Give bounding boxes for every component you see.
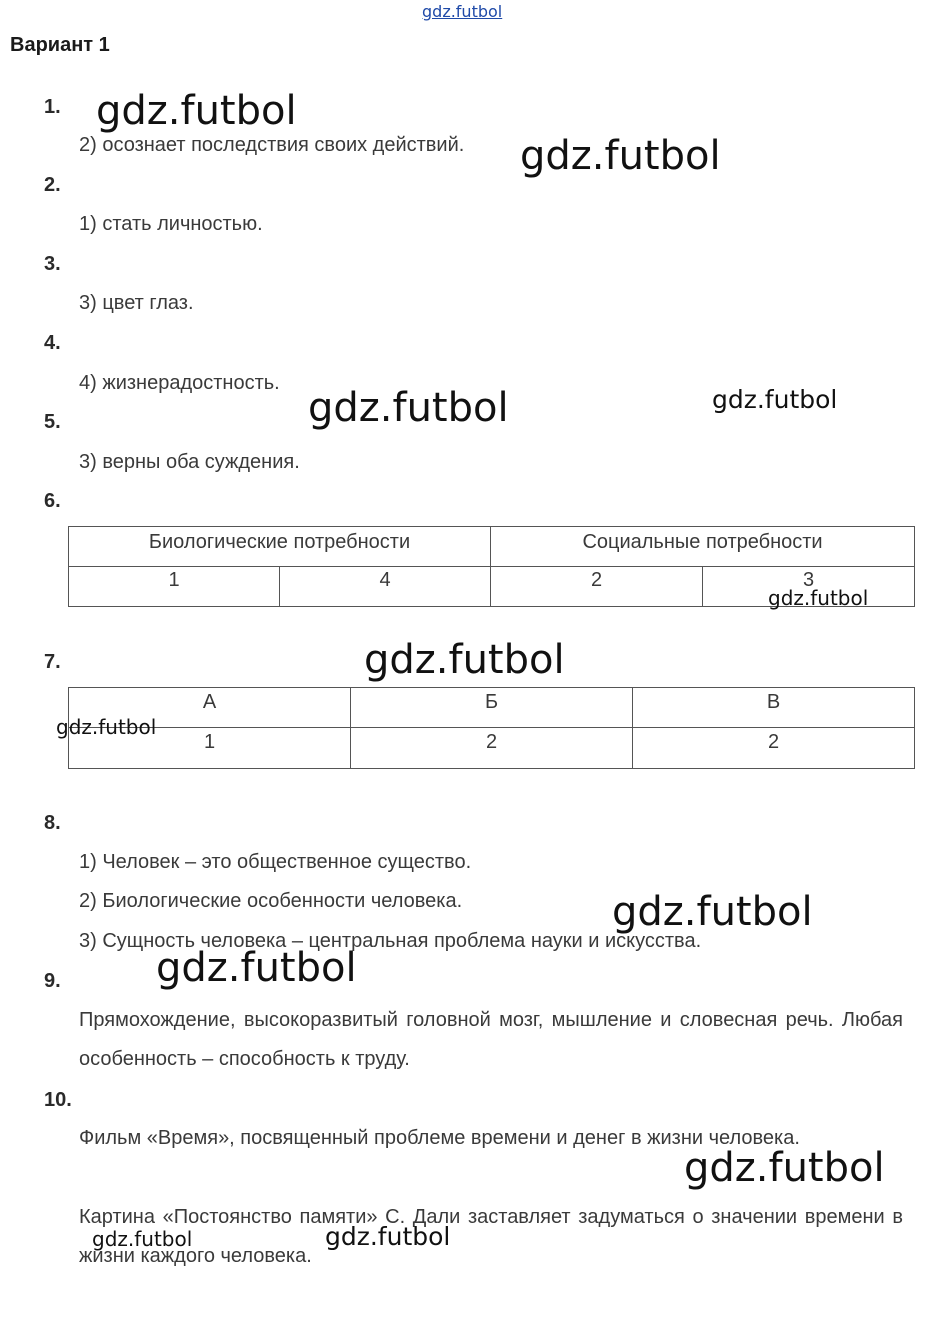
table-header-cell: В: [633, 688, 915, 728]
watermark-text: gdz.futbol: [684, 1145, 885, 1191]
top-watermark-link[interactable]: gdz.futbol: [422, 2, 503, 21]
answer-text: 2) осознает последствия своих действий.: [79, 134, 465, 156]
table-cell: 2: [491, 567, 703, 607]
answer-text: 3) цвет глаз.: [79, 292, 194, 314]
watermark-text: gdz.futbol: [612, 889, 813, 935]
table-cell: 1: [69, 728, 351, 769]
question-number: 2.: [44, 174, 61, 196]
watermark-text: gdz.futbol: [156, 945, 357, 991]
watermark-text: gdz.futbol: [364, 637, 565, 683]
page-title: Вариант 1: [10, 34, 110, 56]
watermark-text: gdz.futbol: [325, 1222, 451, 1251]
answer-text: 4) жизнерадостность.: [79, 372, 280, 394]
table-header-cell: Б: [351, 688, 633, 728]
question-number: 7.: [44, 651, 61, 673]
table-header-cell: Социальные потребности: [491, 527, 915, 567]
answer-text: 1) стать личностью.: [79, 213, 263, 235]
question-number: 1.: [44, 96, 61, 118]
watermark-text: gdz.futbol: [712, 385, 838, 414]
plan-item: 1) Человек – это общественное существо.: [79, 851, 472, 873]
watermark-text: gdz.futbol: [308, 385, 509, 431]
watermark-text: gdz.futbol: [92, 1227, 193, 1251]
plan-item: 2) Биологические особенности человека.: [79, 890, 463, 912]
answer-paragraph: Прямохождение, высокоразвитый головной мозг, мышление и словесная речь. Любая особенность – способность к труду.: [79, 1009, 903, 1070]
question-number: 6.: [44, 490, 61, 512]
watermark-text: gdz.futbol: [96, 88, 297, 134]
question-number: 9.: [44, 970, 61, 992]
table-header-cell: А: [69, 688, 351, 728]
plan-item: 3) Сущность человека – центральная проблема науки и искусства.: [79, 930, 702, 952]
question-number: 4.: [44, 332, 61, 354]
watermark-text: gdz.futbol: [768, 586, 869, 610]
answer-text: 3) верны оба суждения.: [79, 451, 300, 473]
table-cell: 2: [633, 728, 915, 769]
answer-paragraph: Фильм «Время», посвященный проблеме времени и денег в жизни человека.: [79, 1127, 800, 1149]
watermark-text: gdz.futbol: [56, 715, 157, 739]
table-cell: 4: [280, 567, 491, 607]
table-cell: 1: [69, 567, 280, 607]
question-number: 3.: [44, 253, 61, 275]
matching-table: [68, 687, 915, 769]
table-header-cell: Биологические потребности: [69, 527, 491, 567]
watermark-text: gdz.futbol: [520, 133, 721, 179]
table-cell: 3: [703, 567, 915, 607]
answer-paragraph: Картина «Постоянство памяти» С. Дали заставляет задуматься о значении времени в жизни каждого человека.: [79, 1206, 903, 1267]
table-cell: 2: [351, 728, 633, 769]
question-number: 5.: [44, 411, 61, 433]
question-number: 10.: [44, 1089, 72, 1111]
question-number: 8.: [44, 812, 61, 834]
